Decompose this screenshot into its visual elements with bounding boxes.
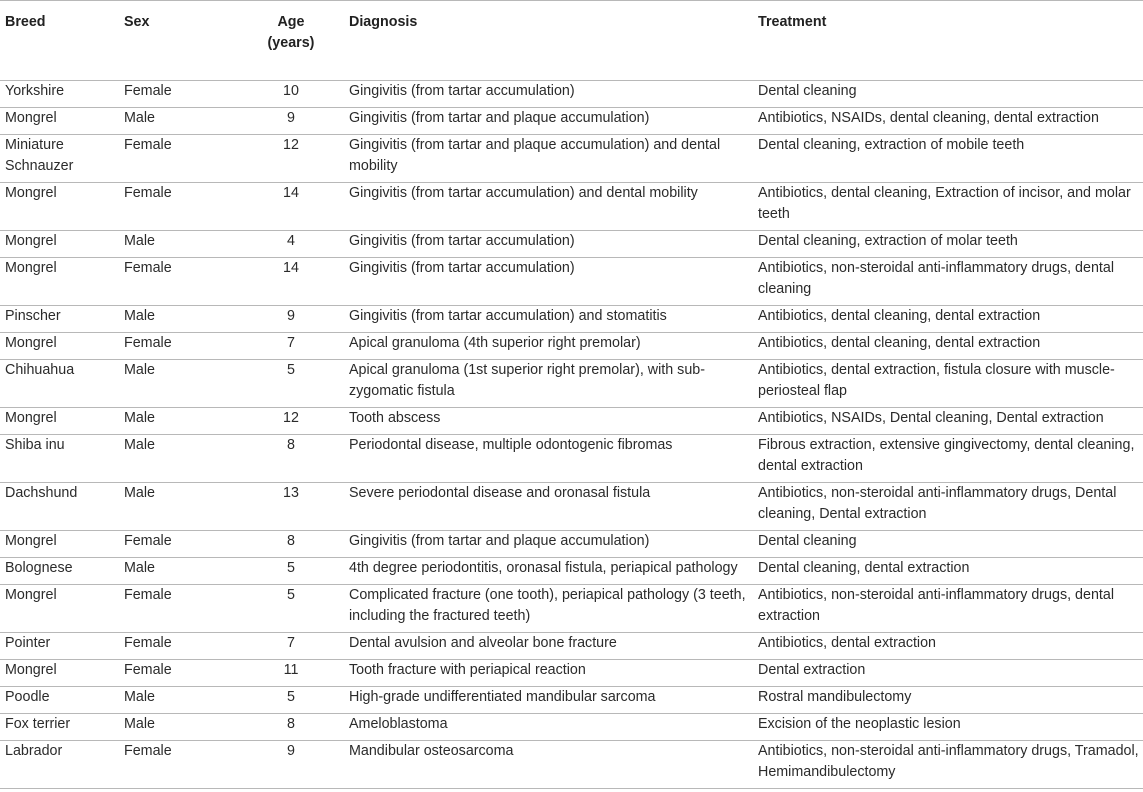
cell-age: 4 bbox=[287, 233, 295, 249]
cell-treatment: Antibiotics, NSAIDs, Dental cleaning, Dental extraction bbox=[758, 410, 1104, 426]
header-treatment: Treatment bbox=[758, 14, 827, 30]
cell-diagnosis: Apical granuloma (4th superior right premolar) bbox=[349, 335, 641, 351]
table-row bbox=[0, 714, 1143, 741]
cell-diagnosis: Gingivitis (from tartar and plaque accumulation) bbox=[349, 110, 650, 126]
cell-diagnosis: Ameloblastoma bbox=[349, 716, 448, 732]
cell-treatment: Dental cleaning bbox=[758, 83, 857, 99]
cell-age: 5 bbox=[287, 689, 295, 705]
cell-diagnosis: Severe periodontal disease and oronasal fistula bbox=[349, 485, 651, 501]
cell-breed: Fox terrier bbox=[5, 716, 71, 732]
cell-breed: Mongrel bbox=[5, 260, 57, 276]
header-breed: Breed bbox=[5, 14, 46, 30]
cell-treatment: Antibiotics, non-steroidal anti-inflammatory drugs, dental extraction bbox=[758, 587, 1115, 624]
cell-treatment: Dental cleaning bbox=[758, 533, 857, 549]
cell-sex: Female bbox=[124, 635, 172, 651]
table-row bbox=[0, 81, 1143, 108]
cell-age: 12 bbox=[283, 137, 299, 153]
cell-treatment: Antibiotics, non-steroidal anti-inflammatory drugs, Tramadol, Hemimandibulectomy bbox=[758, 743, 1139, 780]
cell-sex: Male bbox=[124, 437, 155, 453]
cell-age: 8 bbox=[287, 716, 295, 732]
cell-diagnosis: Dental avulsion and alveolar bone fracture bbox=[349, 635, 617, 651]
cell-breed: Mongrel bbox=[5, 233, 57, 249]
table-row bbox=[0, 558, 1143, 585]
cell-breed: Mongrel bbox=[5, 533, 57, 549]
cell-age: 11 bbox=[283, 662, 299, 678]
cell-age: 7 bbox=[287, 335, 295, 351]
cell-sex: Female bbox=[124, 137, 172, 153]
cell-diagnosis: Complicated fracture (one tooth), periapical pathology (3 teeth, including the fractured teeth) bbox=[349, 587, 746, 624]
header-age-line1: Age bbox=[277, 14, 305, 30]
cell-sex: Male bbox=[124, 689, 155, 705]
cell-diagnosis: Gingivitis (from tartar accumulation) and stomatitis bbox=[349, 308, 667, 324]
cell-age: 12 bbox=[283, 410, 299, 426]
table-row bbox=[0, 183, 1143, 231]
table-row bbox=[0, 258, 1143, 306]
cell-breed: Yorkshire bbox=[5, 83, 65, 99]
cell-breed: Mongrel bbox=[5, 662, 57, 678]
cell-age: 8 bbox=[287, 533, 295, 549]
cell-sex: Female bbox=[124, 335, 172, 351]
table-row bbox=[0, 741, 1143, 789]
cell-treatment: Dental cleaning, extraction of mobile teeth bbox=[758, 137, 1025, 153]
cell-sex: Male bbox=[124, 410, 155, 426]
table-row bbox=[0, 435, 1143, 483]
cell-diagnosis: Apical granuloma (1st superior right premolar), with sub-zygomatic fistula bbox=[349, 362, 705, 399]
table-body bbox=[0, 81, 1143, 789]
header-diagnosis: Diagnosis bbox=[349, 14, 418, 30]
cell-breed: Poodle bbox=[5, 689, 50, 705]
cell-breed: Pointer bbox=[5, 635, 51, 651]
cell-age: 5 bbox=[287, 362, 295, 378]
cell-sex: Female bbox=[124, 533, 172, 549]
cell-treatment: Antibiotics, dental cleaning, Extraction of incisor, and molar teeth bbox=[758, 185, 1131, 222]
table-row bbox=[0, 408, 1143, 435]
cell-age: 7 bbox=[287, 635, 295, 651]
cell-breed: Miniature Schnauzer bbox=[5, 137, 74, 174]
cell-diagnosis: Gingivitis (from tartar accumulation) bbox=[349, 260, 575, 276]
cell-sex: Female bbox=[124, 662, 172, 678]
cell-age: 5 bbox=[287, 587, 295, 603]
cell-sex: Male bbox=[124, 716, 155, 732]
header-sex: Sex bbox=[124, 14, 150, 30]
table-row bbox=[0, 660, 1143, 687]
cell-diagnosis: Gingivitis (from tartar and plaque accumulation) bbox=[349, 533, 650, 549]
cell-treatment: Antibiotics, non-steroidal anti-inflammatory drugs, Dental cleaning, Dental extraction bbox=[758, 485, 1117, 522]
table-row bbox=[0, 231, 1143, 258]
cell-breed: Dachshund bbox=[5, 485, 78, 501]
cell-breed: Chihuahua bbox=[5, 362, 75, 378]
header-age bbox=[238, 1, 344, 81]
cell-age: 14 bbox=[283, 260, 299, 276]
cell-sex: Female bbox=[124, 83, 172, 99]
cell-age: 5 bbox=[287, 560, 295, 576]
cell-diagnosis: Gingivitis (from tartar and plaque accumulation) and dental mobility bbox=[349, 137, 721, 174]
cell-treatment: Excision of the neoplastic lesion bbox=[758, 716, 961, 732]
cell-diagnosis: Gingivitis (from tartar accumulation) bbox=[349, 233, 575, 249]
cell-breed: Mongrel bbox=[5, 335, 57, 351]
cell-breed: Pinscher bbox=[5, 308, 61, 324]
table-header bbox=[0, 1, 1143, 81]
cell-diagnosis: Gingivitis (from tartar accumulation) bbox=[349, 83, 575, 99]
cell-breed: Labrador bbox=[5, 743, 63, 759]
cell-sex: Female bbox=[124, 743, 172, 759]
cell-sex: Male bbox=[124, 233, 155, 249]
cell-diagnosis: Tooth abscess bbox=[349, 410, 441, 426]
table-row bbox=[0, 483, 1143, 531]
cell-treatment: Dental cleaning, dental extraction bbox=[758, 560, 970, 576]
cell-age: 13 bbox=[283, 485, 299, 501]
cell-diagnosis: 4th degree periodontitis, oronasal fistula, periapical pathology bbox=[349, 560, 738, 576]
table-row bbox=[0, 531, 1143, 558]
cell-sex: Female bbox=[124, 260, 172, 276]
cell-treatment: Dental extraction bbox=[758, 662, 866, 678]
cell-age: 14 bbox=[283, 185, 299, 201]
cell-age: 9 bbox=[287, 110, 295, 126]
cell-diagnosis: Mandibular osteosarcoma bbox=[349, 743, 514, 759]
cell-sex: Male bbox=[124, 362, 155, 378]
cell-sex: Male bbox=[124, 560, 155, 576]
cell-diagnosis: Gingivitis (from tartar accumulation) and dental mobility bbox=[349, 185, 698, 201]
table-row bbox=[0, 108, 1143, 135]
table-row bbox=[0, 360, 1143, 408]
cell-treatment: Antibiotics, dental extraction bbox=[758, 635, 937, 651]
cell-treatment: Antibiotics, dental extraction, fistula closure with muscle-periosteal flap bbox=[758, 362, 1115, 399]
cell-breed: Mongrel bbox=[5, 110, 57, 126]
table-row bbox=[0, 135, 1143, 183]
cell-age: 10 bbox=[283, 83, 299, 99]
cell-breed: Mongrel bbox=[5, 410, 57, 426]
table-row bbox=[0, 633, 1143, 660]
header-age-line2: (years) bbox=[267, 35, 315, 51]
cell-breed: Mongrel bbox=[5, 587, 57, 603]
cell-treatment: Antibiotics, NSAIDs, dental cleaning, dental extraction bbox=[758, 110, 1099, 126]
cell-sex: Male bbox=[124, 485, 155, 501]
cell-age: 9 bbox=[287, 308, 295, 324]
table-row bbox=[0, 585, 1143, 633]
cell-treatment: Rostral mandibulectomy bbox=[758, 689, 912, 705]
cell-age: 9 bbox=[287, 743, 295, 759]
cell-treatment: Antibiotics, non-steroidal anti-inflammatory drugs, dental cleaning bbox=[758, 260, 1115, 297]
table-row bbox=[0, 687, 1143, 714]
cell-sex: Male bbox=[124, 110, 155, 126]
table-row bbox=[0, 333, 1143, 360]
header-row bbox=[0, 1, 1143, 81]
cell-treatment: Antibiotics, dental cleaning, dental extraction bbox=[758, 308, 1041, 324]
cell-breed: Bolognese bbox=[5, 560, 73, 576]
cell-diagnosis: Periodontal disease, multiple odontogenic fibromas bbox=[349, 437, 673, 453]
cell-treatment: Fibrous extraction, extensive gingivectomy, dental cleaning, dental extraction bbox=[758, 437, 1135, 474]
cell-breed: Mongrel bbox=[5, 185, 57, 201]
cell-sex: Female bbox=[124, 185, 172, 201]
cell-breed: Shiba inu bbox=[5, 437, 65, 453]
table-row bbox=[0, 306, 1143, 333]
cell-sex: Female bbox=[124, 587, 172, 603]
cell-age: 8 bbox=[287, 437, 295, 453]
cell-treatment: Antibiotics, dental cleaning, dental extraction bbox=[758, 335, 1041, 351]
cell-diagnosis: High-grade undifferentiated mandibular sarcoma bbox=[349, 689, 656, 705]
cell-treatment: Dental cleaning, extraction of molar teeth bbox=[758, 233, 1018, 249]
cell-diagnosis: Tooth fracture with periapical reaction bbox=[349, 662, 586, 678]
cell-sex: Male bbox=[124, 308, 155, 324]
